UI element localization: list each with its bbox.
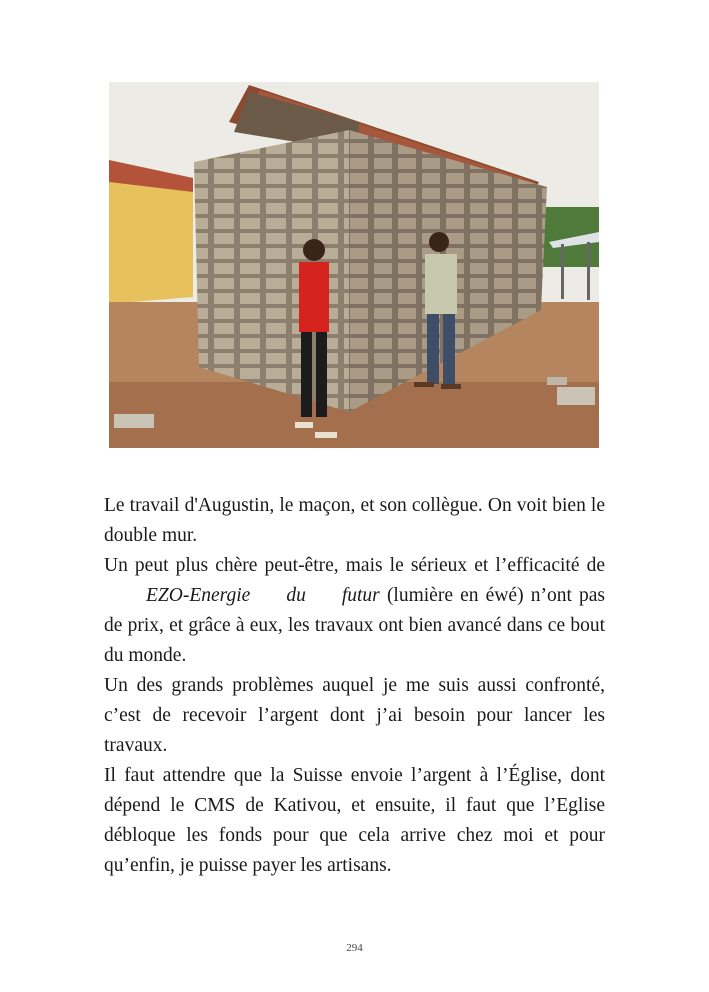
paragraph-2-text-b: (lumière en éwé) n’ont pas de prix, et grâce à eux, les travaux ont bien avancé dans ce bout du monde. — [104, 585, 606, 666]
paragraph-3-text: Un des grands problèmes auquel je me suis aussi confronté, c’est de recevoir l’argent dont j’ai besoin pour lancer les travaux. — [104, 675, 605, 756]
paragraph-4-text: Il faut attendre que la Suisse envoie l’argent à l’Église, dont dépend le CMS de Kativou, et ensuite, il faut que l’Eglise débloque les fonds pour que cela arrive chez moi et pour qu’enfin, je puisse payer les artisans. — [104, 765, 605, 876]
paragraph-1-text: Le travail d'Augustin, le maçon, et son collègue. On voit bien le double mur. — [104, 495, 605, 546]
construction-photo — [109, 82, 599, 448]
paragraph-2 — [104, 551, 605, 671]
company-name-part-2: du — [286, 585, 306, 606]
body-text — [104, 491, 605, 881]
paragraph-1 — [104, 491, 605, 551]
photo-illustration — [109, 82, 599, 448]
paragraph-2-text-a: Un peut plus chère peut-être, mais le sérieux et l’efficacité de — [104, 555, 605, 576]
paragraph-3 — [104, 671, 605, 761]
company-name-part-1: EZO-Energie — [146, 585, 251, 606]
company-name-part-3: futur — [341, 585, 380, 606]
paragraph-4 — [104, 761, 605, 881]
page-number: 294 — [346, 942, 363, 954]
